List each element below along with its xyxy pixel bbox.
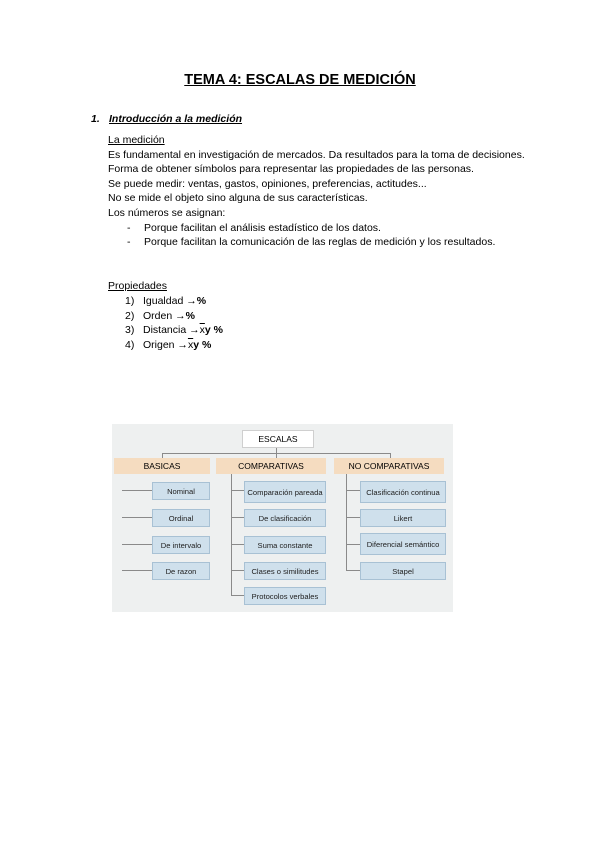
medicion-line: Forma de obtener símbolos para representar las propiedades de las personas. bbox=[108, 163, 474, 176]
medicion-heading: La medición bbox=[108, 134, 165, 146]
section-title: Introducción a la medición bbox=[109, 113, 243, 125]
scale-box: Likert bbox=[360, 509, 446, 527]
bullet-item: - Porque facilitan la comunicación de las reglas de medición y los resultados. bbox=[127, 236, 496, 249]
scale-box: Suma constante bbox=[244, 536, 326, 554]
scale-box: Comparación pareada bbox=[244, 481, 326, 503]
list-item: 4) Origen → $\overline{x}$ y % bbox=[125, 338, 212, 351]
scale-box: Nominal bbox=[152, 482, 210, 500]
bullet-item: - Porque facilitan el análisis estadístico de los datos. bbox=[127, 221, 381, 234]
scale-box: Ordinal bbox=[152, 509, 210, 527]
scale-box: De intervalo bbox=[152, 536, 210, 554]
header-comparativas: COMPARATIVAS bbox=[216, 458, 326, 474]
list-item: 1) Igualdad → % bbox=[125, 295, 207, 307]
medicion-line: No se mide el objeto sino alguna de sus características. bbox=[108, 192, 368, 205]
list-item: 2) Orden → % bbox=[125, 309, 195, 322]
medicion-block bbox=[108, 133, 525, 250]
header-no-comparativas: NO COMPARATIVAS bbox=[334, 458, 444, 474]
propiedades-heading: Propiedades bbox=[108, 280, 167, 292]
header-basicas: BASICAS bbox=[114, 458, 210, 474]
escalas-diagram bbox=[112, 424, 453, 612]
diagram-root: ESCALAS bbox=[242, 430, 314, 448]
scale-box: Protocolos verbales bbox=[244, 587, 326, 605]
scale-box: Stapel bbox=[360, 562, 446, 580]
medicion-paragraph: Es fundamental en investigación de mercados. Da resultados para la toma de decisiones. bbox=[108, 148, 525, 161]
scale-box: De clasificación bbox=[244, 509, 326, 527]
page-title: TEMA 4: ESCALAS DE MEDICIÓN bbox=[184, 72, 416, 88]
scale-box: Clases o similitudes bbox=[244, 562, 326, 580]
scale-box: Diferencial semántico bbox=[360, 533, 446, 555]
section-heading bbox=[91, 113, 242, 125]
propiedades-heading-wrap bbox=[108, 279, 525, 294]
propiedades-list bbox=[125, 294, 223, 352]
medicion-line: Los números se asignan: bbox=[108, 206, 226, 219]
section-number: 1. bbox=[91, 113, 100, 125]
medicion-line: Se puede medir: ventas, gastos, opiniones, preferencias, actitudes... bbox=[108, 177, 427, 190]
list-item: 3) Distancia → $\overline{x}$ y % bbox=[125, 324, 223, 337]
scale-box: De razon bbox=[152, 562, 210, 580]
scale-box: Clasificación continua bbox=[360, 481, 446, 503]
